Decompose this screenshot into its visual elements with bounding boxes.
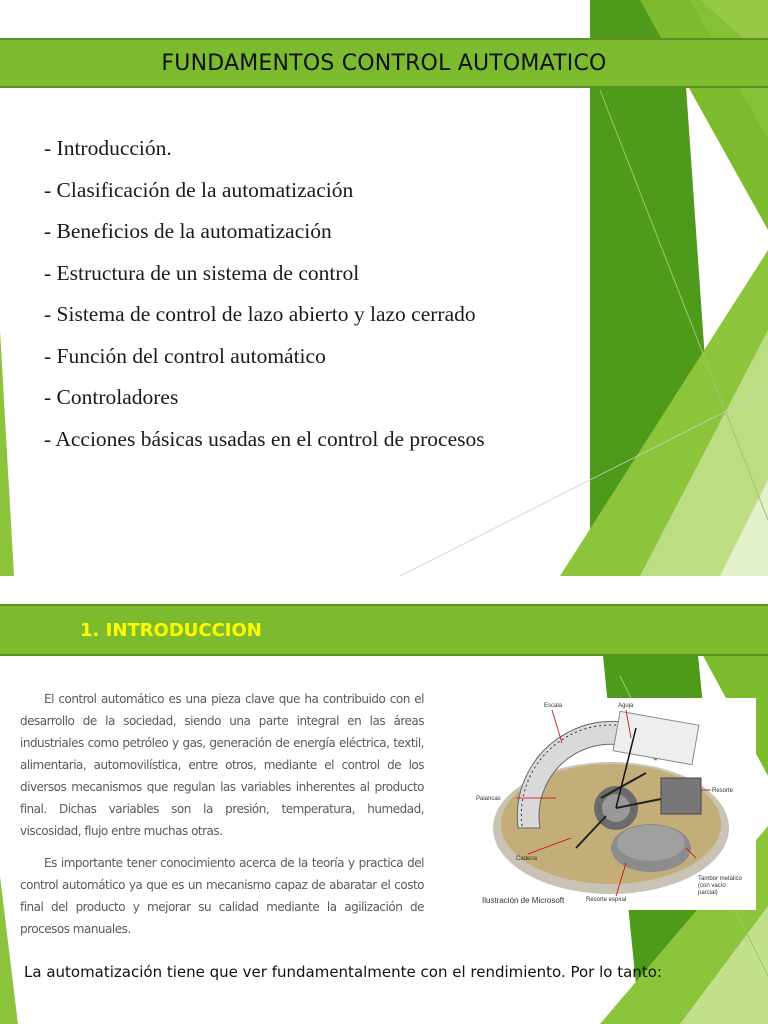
slide-1-title-bar bbox=[0, 38, 768, 88]
topic-item: - Beneficios de la automatización bbox=[44, 219, 332, 243]
slide-1-title: FUNDAMENTOS CONTROL AUTOMATICO bbox=[161, 50, 607, 76]
intro-paragraph-1: El control automático es una pieza clave que ha contribuido con el desarrollo de la sociedad, siendo una parte integral en las áreas industriales como petróleo y gas, generación de energía eléctrica, textil, alimentaria, automovilística, entre otros, mediante el control de los diversos mecanismos que regulan las variables inherentes al producto final. Dichas variables son la presión, temperatura, humedad, viscosidad, flujo entre muchas otras. bbox=[20, 692, 424, 838]
label-aguja: Aguja bbox=[618, 703, 634, 709]
topic-list bbox=[44, 132, 485, 464]
label-escala: Escala bbox=[544, 703, 563, 709]
slide-2-title: 1. INTRODUCCION bbox=[80, 619, 262, 641]
intro-paragraph-2: Es importante tener conocimiento acerca de la teoría y practica del control automático ya que es un mecanismo capaz de abaratar el costo final del producto y mejorar su calidad mediante la agilización de procesos manuales. bbox=[20, 856, 424, 936]
pressure-gauge-illustration bbox=[466, 698, 756, 910]
slide-2-title-bar bbox=[0, 604, 768, 656]
slide-2 bbox=[0, 576, 768, 1024]
label-tambor: Tambor metálico bbox=[698, 876, 743, 882]
topic-item: - Función del control automático bbox=[44, 343, 326, 368]
label-cadena: Cadena bbox=[516, 856, 538, 862]
label-tambor-2: (con vacío bbox=[698, 883, 726, 889]
topic-item: - Acciones básicas usadas en el control de procesos bbox=[44, 426, 485, 451]
label-resorte-espiral: Resorte espiral bbox=[586, 897, 627, 903]
label-palancas: Palancas bbox=[476, 796, 501, 802]
gauge-mechanism-image bbox=[466, 698, 756, 910]
topic-item: - Introducción. bbox=[44, 136, 172, 160]
label-resorte: Resorte bbox=[712, 788, 734, 794]
topic-item: - Clasificación de la automatización bbox=[44, 177, 354, 202]
slide-separator bbox=[0, 576, 768, 604]
topic-item: - Controladores bbox=[44, 385, 179, 409]
topic-item: - Estructura de un sistema de control bbox=[44, 260, 360, 285]
label-tambor-3: parcial) bbox=[698, 890, 718, 896]
slide-2-caption: La automatización tiene que ver fundamentalmente con el rendimiento. Por lo tanto: bbox=[24, 963, 662, 981]
figure-credit: Ilustración de Microsoft bbox=[482, 896, 565, 905]
topic-item: - Sistema de control de lazo abierto y lazo cerrado bbox=[44, 302, 476, 326]
